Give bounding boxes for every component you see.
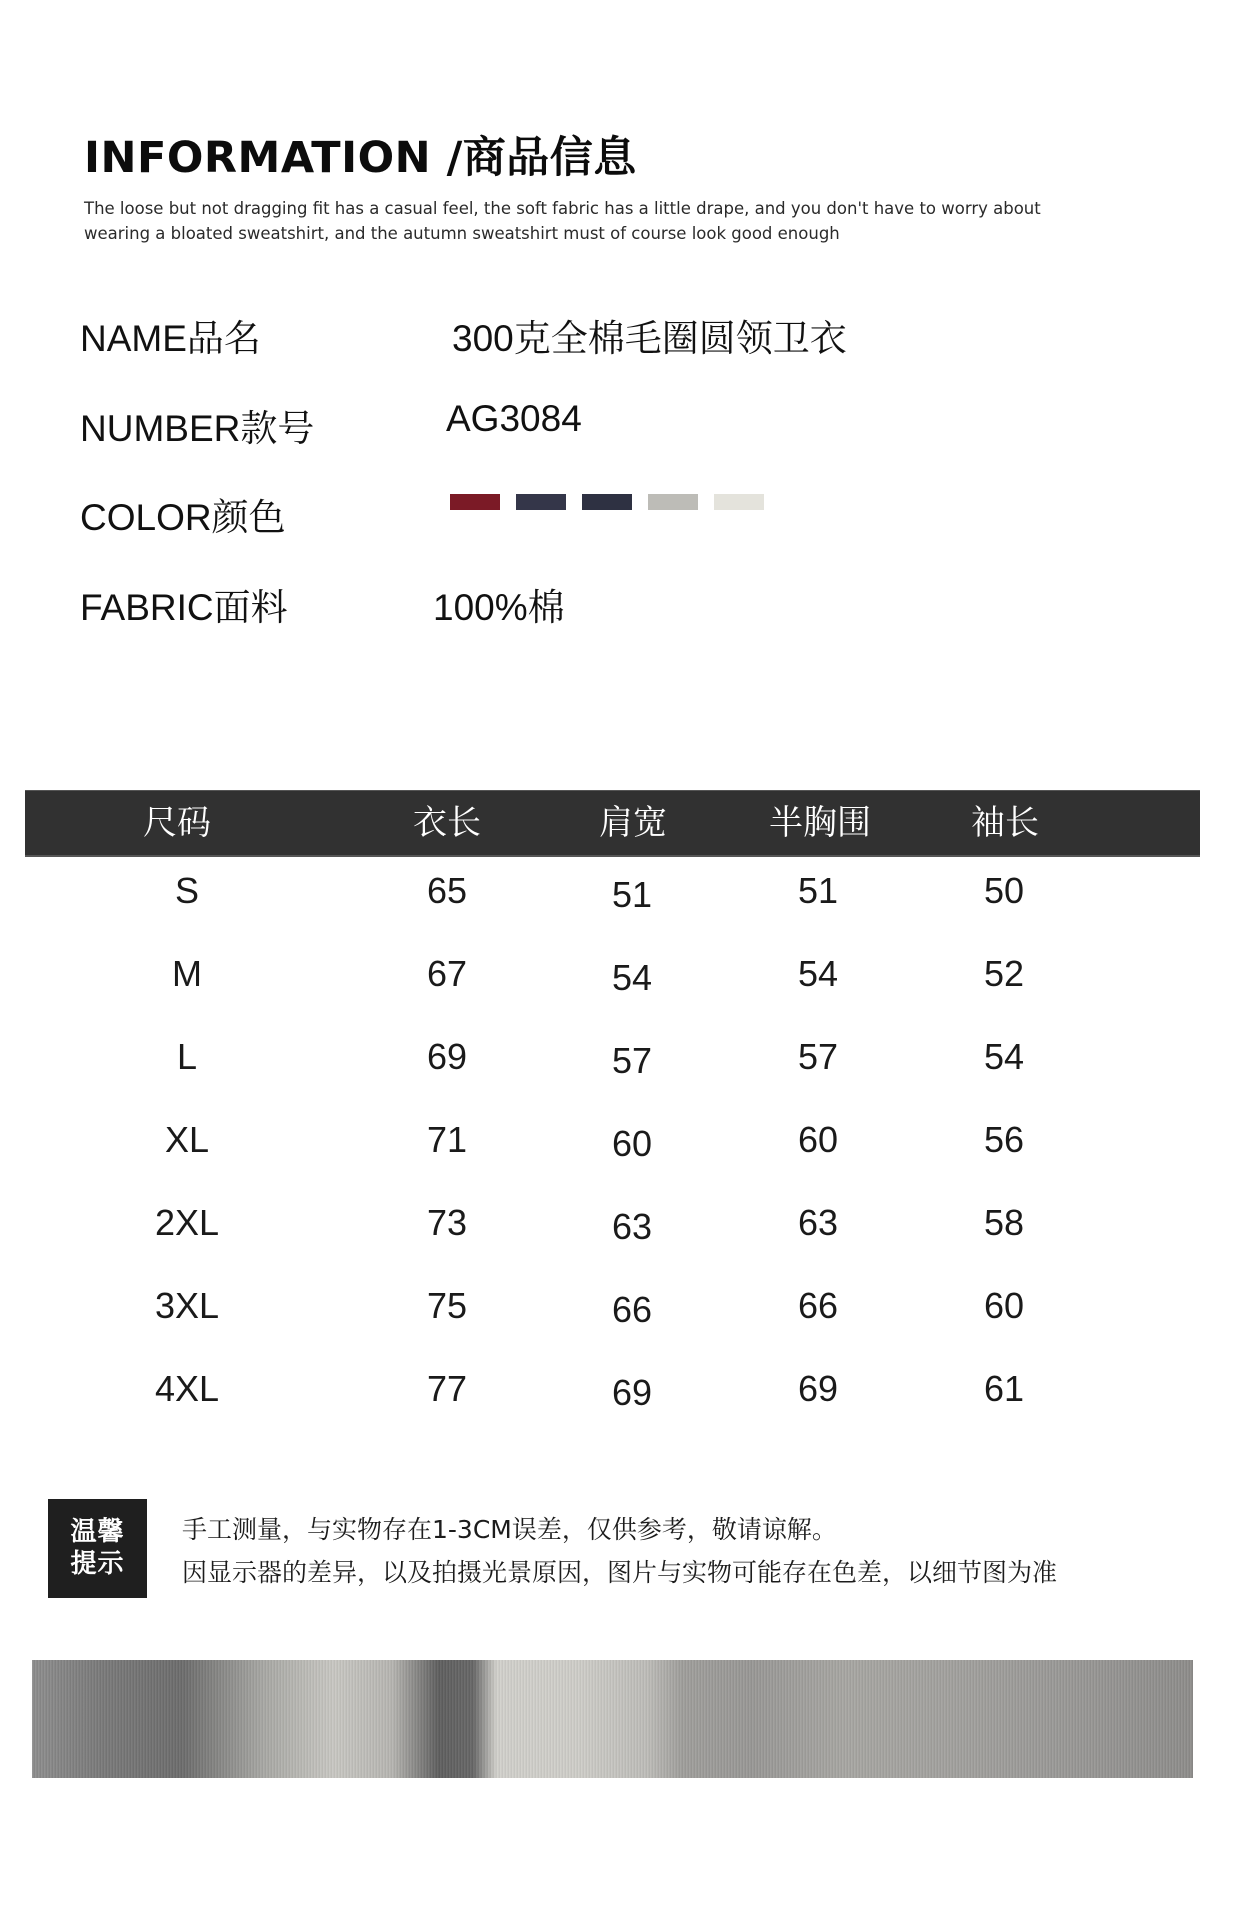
cell-size: 2XL xyxy=(154,1202,220,1243)
warm-tip-text-measurement: 手工测量，与实物存在1-3CM误差，仅供参考，敬请谅解。 xyxy=(182,1515,837,1544)
page-title: INFORMATION /商品信息 xyxy=(84,133,637,183)
cell-half-chest: 57 xyxy=(797,1036,839,1077)
cell-half-chest: 69 xyxy=(797,1368,839,1409)
cell-sleeve: 50 xyxy=(983,870,1025,911)
fabric-detail-image xyxy=(32,1660,1193,1778)
cell-size: 4XL xyxy=(154,1368,220,1409)
color-swatch-navy[interactable] xyxy=(516,494,566,510)
cell-size: XL xyxy=(164,1119,210,1160)
column-header-size: 尺码 xyxy=(143,804,211,842)
cell-size: S xyxy=(174,870,200,911)
cell-sleeve: 56 xyxy=(983,1119,1025,1160)
cell-shoulder: 51 xyxy=(611,874,653,915)
number-label: NUMBER款号 xyxy=(80,408,315,449)
cell-sleeve: 54 xyxy=(983,1036,1025,1077)
cell-half-chest: 63 xyxy=(797,1202,839,1243)
table-row xyxy=(0,1036,1245,1119)
column-header-length: 衣长 xyxy=(413,804,481,842)
warm-tip-text-color: 因显示器的差异，以及拍摄光景原因，图片与实物可能存在色差，以细节图为准 xyxy=(182,1558,1058,1587)
color-swatch-light-gray[interactable] xyxy=(648,494,698,510)
cell-length: 65 xyxy=(426,870,468,911)
column-header-shoulder: 肩宽 xyxy=(599,804,667,842)
cell-length: 69 xyxy=(426,1036,468,1077)
color-swatch-dark-navy[interactable] xyxy=(582,494,632,510)
name-value: 300克全棉毛圈圆领卫衣 xyxy=(452,318,847,359)
table-row xyxy=(0,870,1245,953)
table-row xyxy=(0,1119,1245,1202)
color-swatches xyxy=(450,494,764,510)
cell-size: L xyxy=(176,1036,198,1077)
cell-size: M xyxy=(172,953,202,994)
cell-shoulder: 60 xyxy=(611,1123,653,1164)
cell-half-chest: 54 xyxy=(797,953,839,994)
color-swatch-burgundy[interactable] xyxy=(450,494,500,510)
column-header-sleeve: 袖长 xyxy=(971,804,1039,842)
cell-size: 3XL xyxy=(154,1285,220,1326)
cell-shoulder: 66 xyxy=(611,1289,653,1330)
number-value: AG3084 xyxy=(446,398,582,439)
table-row xyxy=(0,1202,1245,1285)
color-swatch-off-white[interactable] xyxy=(714,494,764,510)
cell-sleeve: 61 xyxy=(983,1368,1025,1409)
cell-length: 67 xyxy=(426,953,468,994)
cell-shoulder: 69 xyxy=(611,1372,653,1413)
cell-length: 77 xyxy=(426,1368,468,1409)
cell-sleeve: 60 xyxy=(983,1285,1025,1326)
cell-shoulder: 57 xyxy=(611,1040,653,1081)
cell-sleeve: 58 xyxy=(983,1202,1025,1243)
cell-half-chest: 66 xyxy=(797,1285,839,1326)
table-row xyxy=(0,953,1245,1036)
cell-shoulder: 63 xyxy=(611,1206,653,1247)
cell-half-chest: 60 xyxy=(797,1119,839,1160)
cell-half-chest: 51 xyxy=(797,870,839,911)
table-row xyxy=(0,1368,1245,1451)
cell-length: 71 xyxy=(426,1119,468,1160)
warm-tip-badge-line1: 温馨 xyxy=(70,1517,125,1547)
color-label: COLOR颜色 xyxy=(80,497,286,538)
cell-sleeve: 52 xyxy=(983,953,1025,994)
warm-tip-badge-line2: 提示 xyxy=(70,1549,125,1579)
warm-tip-badge xyxy=(48,1499,147,1598)
fabric-value: 100%棉 xyxy=(433,587,565,628)
product-description: The loose but not dragging fit has a casual feel, the soft fabric has a little drape, and you don't have to worry about wearing a bloated sweatshirt, and the autumn sweatshirt must of course look good enough xyxy=(84,199,1041,243)
cell-length: 75 xyxy=(426,1285,468,1326)
cell-shoulder: 54 xyxy=(611,957,653,998)
name-label: NAME品名 xyxy=(80,318,261,359)
table-row xyxy=(0,1285,1245,1368)
size-table-header xyxy=(25,790,1200,857)
fabric-label: FABRIC面料 xyxy=(80,587,288,628)
cell-length: 73 xyxy=(426,1202,468,1243)
column-header-half-chest: 半胸围 xyxy=(769,804,871,842)
